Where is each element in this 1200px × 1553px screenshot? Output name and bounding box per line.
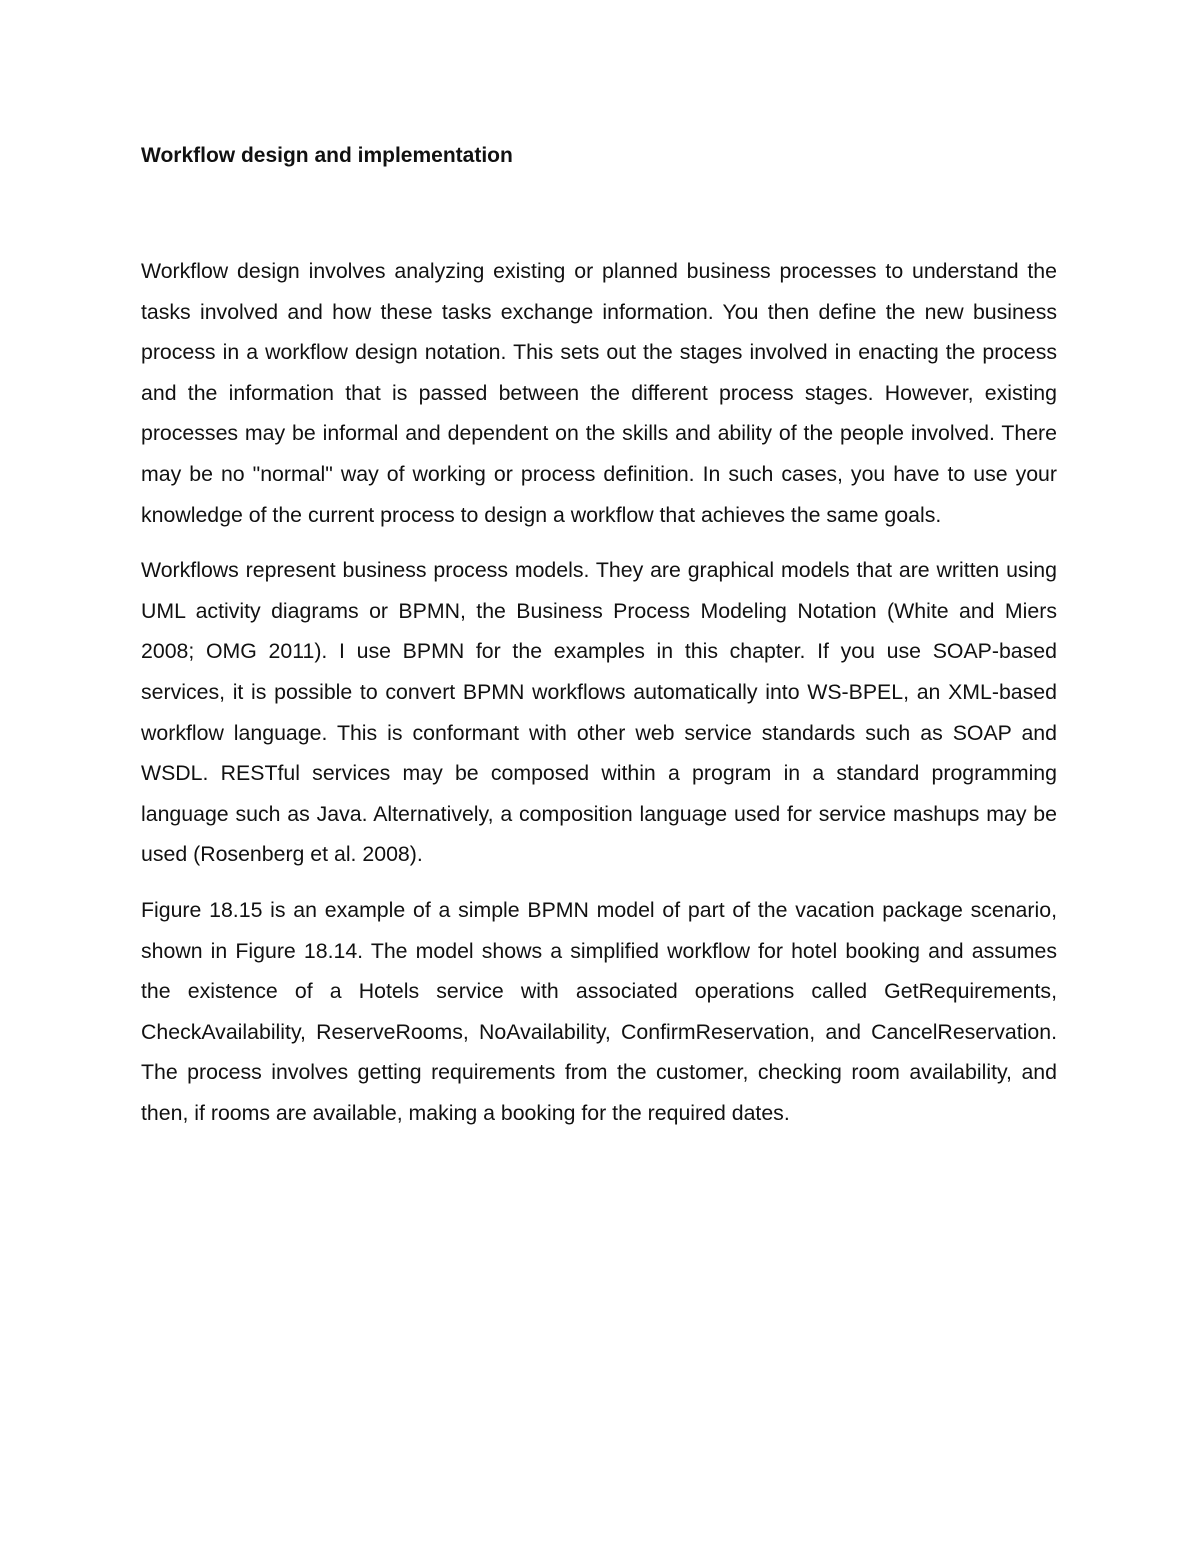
paragraph-workflow-design: Workflow design involves analyzing existing or planned business processes to understand the tasks involved and how these tasks exchange information. You then define the new business process in a workflow design notation. This sets out the stages involved in enacting the process and the information that is passed between the different process stages. However, existing processes may be informal and dependent on the skills and ability of the people involved. There may be no "normal" way of working or process definition. In such cases, you have to use your knowledge of the current process to design a workflow that achieves the same goals.	[141, 259, 1057, 527]
paragraph-workflow-models: Workflows represent business process models. They are graphical models that are written using UML activity diagrams or BPMN, the Business Process Modeling Notation (White and Miers 2008; OMG 2011). I use BPMN for the examples in this chapter. If you use SOAP-based services, it is possible to convert BPMN workflows automatically into WS-BPEL, an XML-based workflow language. This is conformant with other web service standards such as SOAP and WSDL. RESTful services may be composed within a program in a standard programming language such as Java. Alternatively, a composition language used for service mashups may be used (Rosenberg et al. 2008).	[141, 558, 1057, 867]
paragraph-bpmn-example: Figure 18.15 is an example of a simple BPMN model of part of the vacation package scenario, shown in Figure 18.14. The model shows a simplified workflow for hotel booking and assumes the existence of a Hotels service with associated operations called GetRequirements, CheckAvailability, ReserveRooms, NoAvailability, ConfirmReservation, and CancelReservation. The process involves getting requirements from the customer, checking room availability, and then, if rooms are available, making a booking for the required dates.	[141, 897, 1057, 1125]
document-body	[141, 140, 1057, 1133]
document-title: Workflow design and implementation	[141, 144, 513, 167]
